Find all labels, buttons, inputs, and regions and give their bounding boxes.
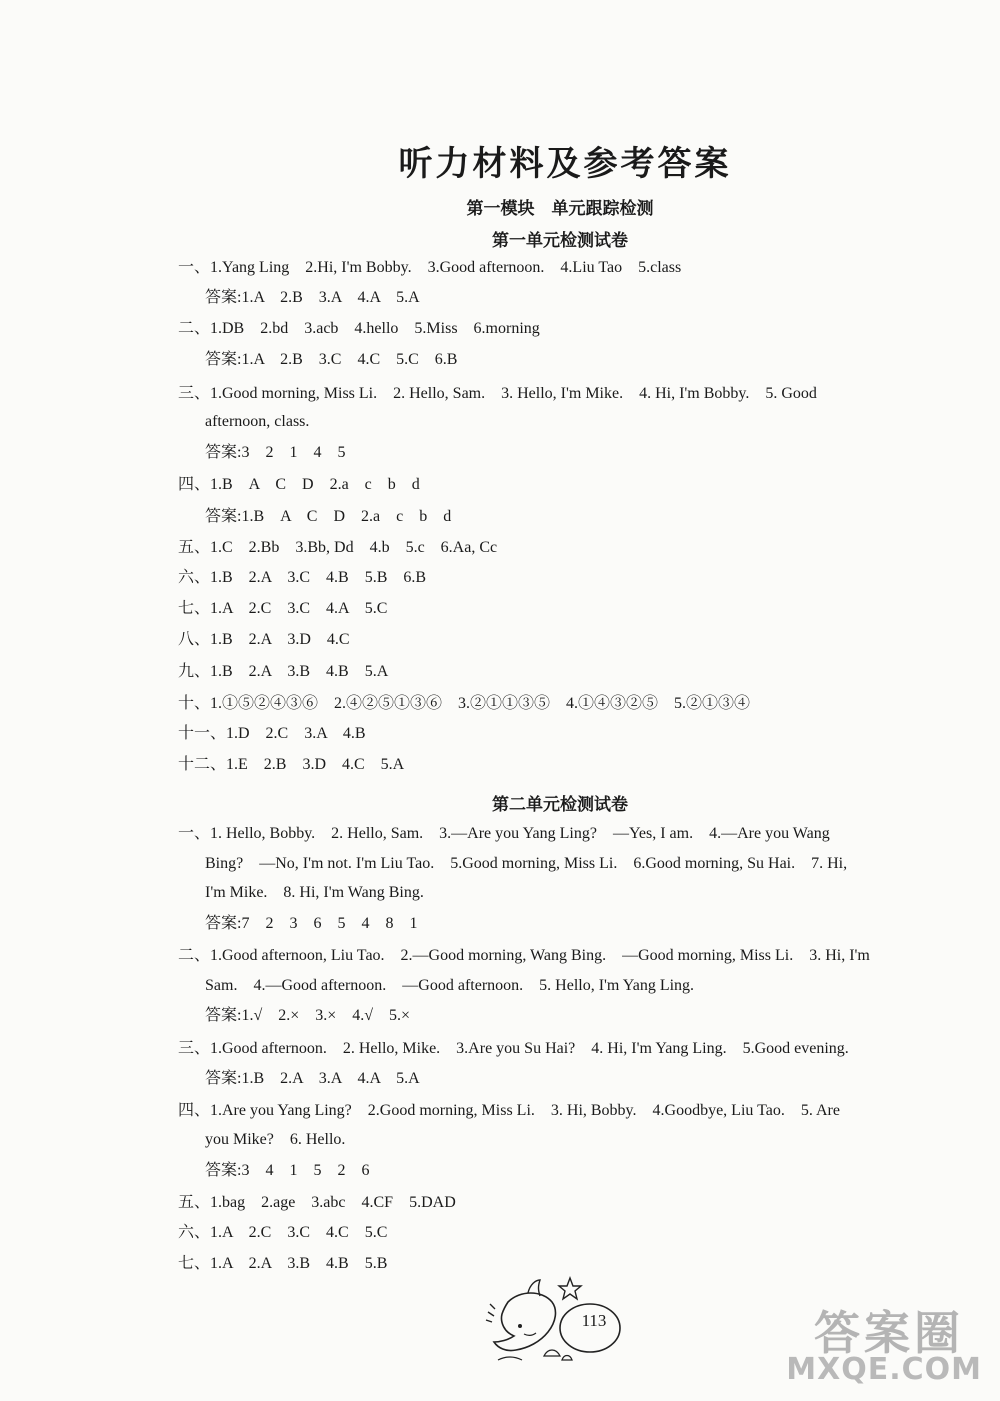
answer-line: 答案:1.A 2.B 3.A 4.A 5.A <box>205 289 420 306</box>
page-title: 听力材料及参考答案 <box>398 144 732 184</box>
watermark <box>742 1297 982 1387</box>
answer-line: 答案:7 2 3 6 5 4 8 1 <box>205 915 418 932</box>
answer-line: 一、1.Yang Ling 2.Hi, I'm Bobby. 3.Good afternoon. 4.Liu Tao 5.class <box>178 259 682 276</box>
answer-line: 八、1.B 2.A 3.D 4.C <box>178 631 350 648</box>
answer-line: Bing? —No, I'm not. I'm Liu Tao. 5.Good morning, Miss Li. 6.Good morning, Su Hai. 7. Hi, <box>205 855 848 872</box>
answer-line: 四、1.Are you Yang Ling? 2.Good morning, Miss Li. 3. Hi, Bobby. 4.Goodbye, Liu Tao. 5. Are <box>178 1102 840 1119</box>
answer-line: 七、1.A 2.A 3.B 4.B 5.B <box>178 1255 388 1272</box>
answer-line: 四、1.B A C D 2.a c b d <box>178 476 420 493</box>
answer-line: 十、1.①⑤②④③⑥ 2.④②⑤①③⑥ 3.②①①③⑤ 4.①④③②⑤ 5.②①③④ <box>178 695 751 712</box>
answer-line: 二、1.Good afternoon, Liu Tao. 2.—Good morning, Wang Bing. —Good morning, Miss Li. 3. Hi, I'm <box>178 947 870 964</box>
section-title-unit-1: 第一单元检测试卷 <box>492 231 628 251</box>
page-number: 113 <box>581 1311 607 1330</box>
answer-line: 九、1.B 2.A 3.B 4.B 5.A <box>178 663 389 680</box>
answer-line: 六、1.B 2.A 3.C 4.B 5.B 6.B <box>178 569 427 586</box>
answer-line: 十二、1.E 2.B 3.D 4.C 5.A <box>178 756 405 773</box>
answer-line: 五、1.C 2.Bb 3.Bb, Dd 4.b 5.c 6.Aa, Cc <box>178 539 498 556</box>
answer-line: 三、1.Good afternoon. 2. Hello, Mike. 3.Are you Su Hai? 4. Hi, I'm Yang Ling. 5.Good evening. <box>178 1040 849 1057</box>
answer-line: 十一、1.D 2.C 3.A 4.B <box>178 725 366 742</box>
answer-line: 答案:3 4 1 5 2 6 <box>205 1162 370 1179</box>
answer-line: 答案:1.B 2.A 3.A 4.A 5.A <box>205 1070 420 1087</box>
answer-line: I'm Mike. 8. Hi, I'm Wang Bing. <box>205 884 424 901</box>
answer-line: afternoon, class. <box>205 413 310 430</box>
answer-line: 二、1.DB 2.bd 3.acb 4.hello 5.Miss 6.morning <box>178 320 540 337</box>
answer-line: 答案:3 2 1 4 5 <box>205 444 346 461</box>
watermark-url: MXQE.COM <box>786 1352 982 1387</box>
section-title-unit-2: 第二单元检测试卷 <box>492 795 628 815</box>
answer-line: Sam. 4.—Good afternoon. —Good afternoon. 5. Hello, I'm Yang Ling. <box>205 977 695 994</box>
answer-line: 答案:1.B A C D 2.a c b d <box>205 508 452 525</box>
answer-line: 一、1. Hello, Bobby. 2. Hello, Sam. 3.—Are you Yang Ling? —Yes, I am. 4.—Are you Wang <box>178 825 830 842</box>
answer-line: 三、1.Good morning, Miss Li. 2. Hello, Sam. 3. Hello, I'm Mike. 4. Hi, I'm Bobby. 5. Good <box>178 385 817 402</box>
answer-line: 七、1.A 2.C 3.C 4.A 5.C <box>178 600 388 617</box>
module-title: 第一模块 单元跟踪检测 <box>466 199 654 219</box>
answer-line: 答案:1.√ 2.× 3.× 4.√ 5.× <box>205 1007 411 1024</box>
answer-line: you Mike? 6. Hello. <box>205 1131 346 1148</box>
watermark-logo-text: 答案圈 <box>814 1306 964 1360</box>
answer-line: 五、1.bag 2.age 3.abc 4.CF 5.DAD <box>178 1194 456 1211</box>
answer-line: 答案:1.A 2.B 3.C 4.C 5.C 6.B <box>205 351 458 368</box>
answer-line: 六、1.A 2.C 3.C 4.C 5.C <box>178 1224 388 1241</box>
